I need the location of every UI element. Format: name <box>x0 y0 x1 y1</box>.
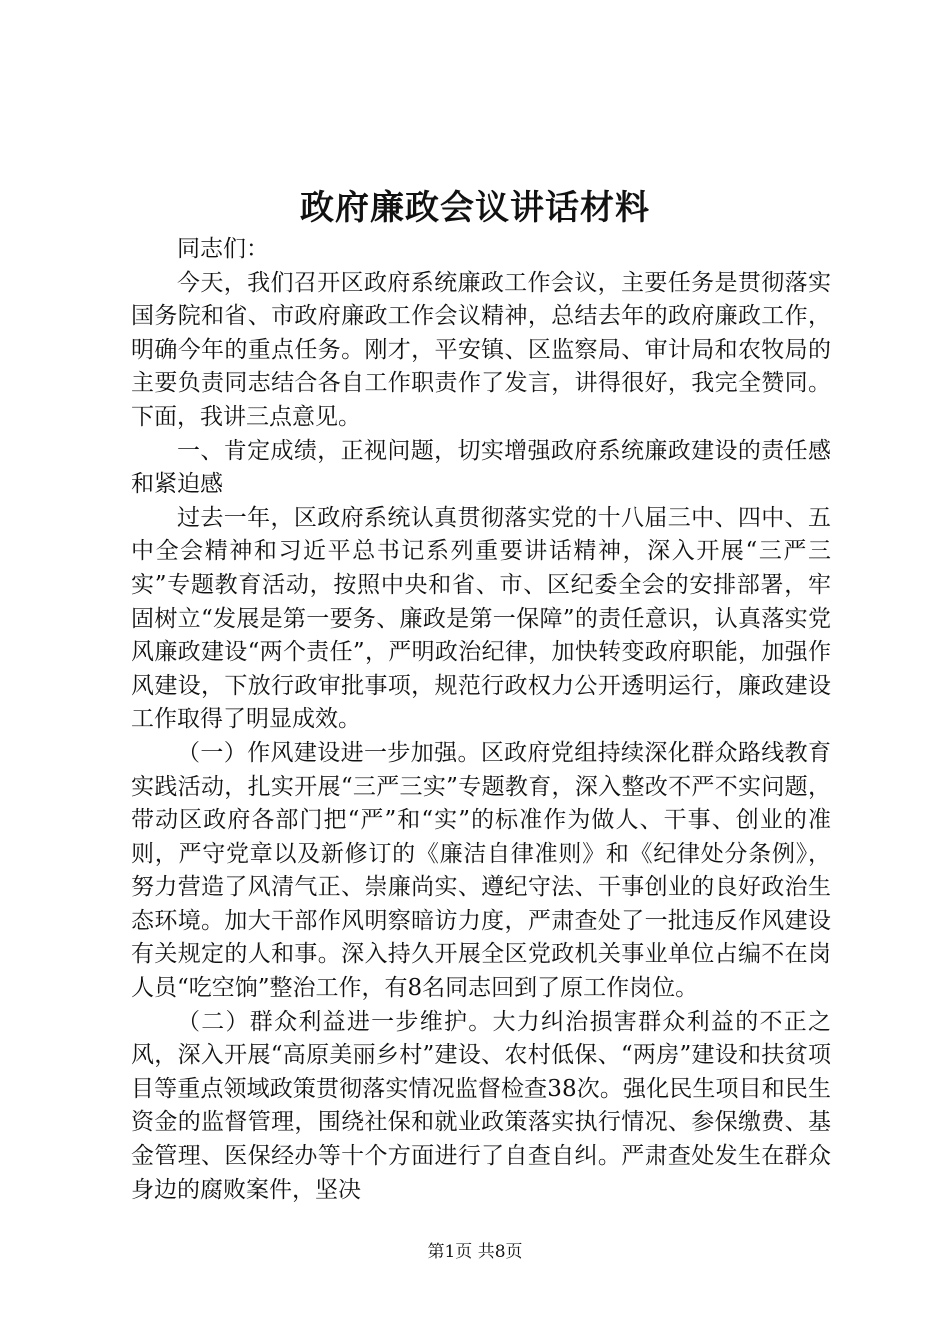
paragraph-intro: 今天，我们召开区政府系统廉政工作会议，主要任务是贯彻落实国务院和省、市政府廉政工作会议精神，总结去年的政府廉政工作，明确今年的重点任务。刚才，平安镇、区监察局、审计局和农牧局的主要负责同志结合各自工作职责作了发言，讲得很好，我完全赞同。下面，我讲三点意见。 <box>131 269 831 430</box>
document-title: 政府廉政会议讲话材料 <box>300 188 650 228</box>
section-heading-1: 一、肯定成绩，正视问题，切实增强政府系统廉政建设的责任感和紧迫感 <box>131 437 831 498</box>
page-footer: 第1页 共8页 <box>427 1242 523 1262</box>
paragraph-salutation: 同志们： <box>177 236 269 262</box>
paragraph-work-style: （一）作风建设进一步加强。区政府党组持续深化群众路线教育实践活动，扎实开展“三严三实”专题教育，深入整改不严不实问题，带动区政府各部门把“严”和“实”的标准作为做人、干事、创业的准则，严守党章以及新修订的《廉洁自律准则》和《纪律处分条例》，努力营造了风清气正、崇廉尚实、遵纪守法、干事创业的良好政治生态环境。加大干部作风明察暗访力度，严肃查处了一批违反作风建设有关规定的人和事。深入持久开展全区党政机关事业单位占编不在岗人员“吃空饷”整治工作，有8名同志回到了原工作岗位。 <box>131 739 831 1002</box>
document-body <box>131 233 831 1207</box>
paragraph-achievements: 过去一年，区政府系统认真贯彻落实党的十八届三中、四中、五中全会精神和习近平总书记系列重要讲话精神，深入开展“三严三实”专题教育活动，按照中央和省、市、区纪委全会的安排部署，牢固树立“发展是第一要务、廉政是第一保障”的责任意识，认真落实党风廉政建设“两个责任”，严明政治纪律，加快转变政府职能，加强作风建设，下放行政审批事项，规范行政权力公开透明运行，廉政建设工作取得了明显成效。 <box>131 504 831 733</box>
paragraph-public-interest: （二）群众利益进一步维护。大力纠治损害群众利益的不正之风，深入开展“高原美丽乡村”建设、农村低保、“两房”建设和扶贫项目等重点领域政策贯彻落实情况监督检查38次。强化民生项目和民生资金的监督管理，围绕社保和就业政策落实执行情况、参保缴费、基金管理、医保经办等十个方面进行了自查自纠。严肃查处发生在群众身边的腐败案件，坚决 <box>131 1008 831 1203</box>
